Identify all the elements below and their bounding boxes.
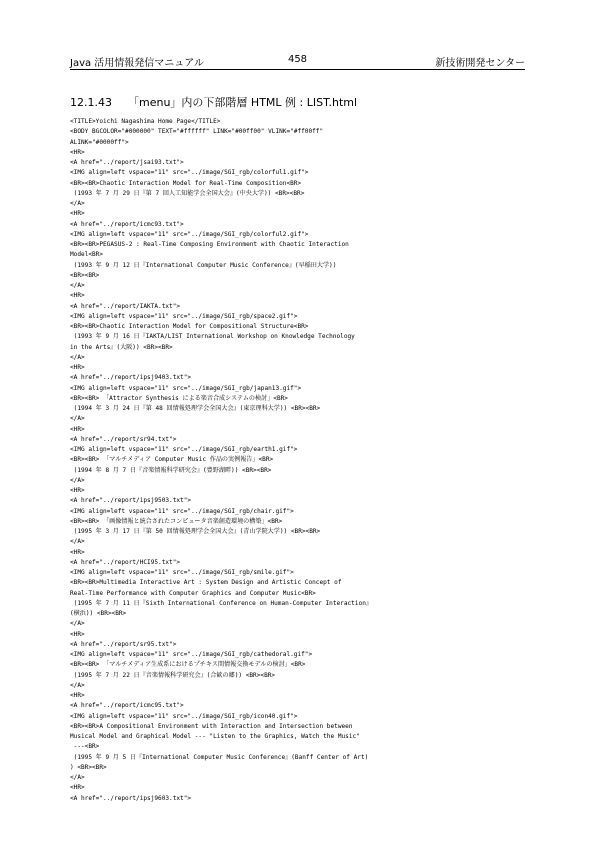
code-line: (1993 年 9 月 16 日『IAKTA/LIST International Workshop on Knowledge Technology	[70, 333, 355, 341]
code-line: (1994 年 8 月 7 日『音楽情報科学研究会』(豊野湖畔)) <BR><BR>	[70, 466, 272, 474]
code-line: <HR>	[70, 148, 85, 156]
section-title: 「menu」内の下部階層 HTML 例 : LIST.html	[128, 96, 358, 109]
code-line: <IMG align=left vspace="11" src="../image/SGI_rgb/colorful2.gif">	[70, 230, 309, 238]
code-line: (1995 年 7 月 11 日『Sixth International Conference on Human-Computer Interaction』	[70, 599, 372, 607]
code-line: <A href="../report/icmc95.txt">	[70, 702, 184, 710]
code-line: <BR><BR> 「Attractor Synthesis による楽音合成システムの検討」<BR>	[70, 394, 288, 402]
code-line: (1993 年 7 月 29 日『第 7 回人工知能学会全国大会』(中央大学)) <BR><BR>	[70, 189, 305, 197]
code-line: </A>	[70, 476, 85, 484]
code-line: </A>	[70, 538, 85, 546]
code-listing	[70, 117, 540, 804]
code-line: ALINK="#0000ff">	[70, 138, 129, 146]
header-rule	[70, 69, 525, 70]
code-line: </A>	[70, 415, 85, 423]
section-heading	[70, 94, 357, 110]
code-line: </A>	[70, 282, 85, 289]
code-line: (1993 年 9 月 12 日『International Computer Music Conference』(早稲田大学))	[70, 261, 337, 269]
code-line: <BODY BGCOLOR="#000000" TEXT="#ffffff" LINK="#00ff00" VLINK="#ff00ff"	[70, 128, 324, 136]
code-line: <BR><BR> 「画像情報と統合されたコンピュータ音楽創造環境の構築」<BR>	[70, 517, 283, 525]
code-line: in the Arts』(大阪)) <BR><BR>	[70, 343, 173, 351]
code-line: <BR><BR>Chaotic Interaction Model for Real-Time Composition<BR>	[70, 179, 302, 187]
code-line: ---<BR>	[70, 743, 100, 751]
page-header	[70, 54, 525, 68]
code-line: <TITLE>Yoichi Nagashima Home Page</TITLE>	[70, 118, 221, 125]
code-line: <A href="../report/IAKTA.txt">	[70, 302, 181, 310]
code-line: (1994 年 3 月 24 日『第 48 回情報処理学会全国大会』(東京理科大学)) <BR><BR>	[70, 405, 321, 412]
code-line: <A href="../report/ipsj9403.txt">	[70, 374, 192, 382]
code-line: <A href="../report/jsai93.txt">	[70, 159, 184, 166]
code-line: <HR>	[70, 548, 85, 556]
code-line: <IMG align=left vspace="11" src="../image/SGI_rgb/icon40.gif">	[70, 712, 298, 720]
section-number: 12.1.43	[70, 96, 112, 109]
code-line: <A href="../report/sr95.txt">	[70, 640, 177, 648]
code-line: <IMG align=left vspace="11" src="../image/SGI_rgb/smile.gif">	[70, 569, 294, 576]
code-line: Musical Model and Graphical Model --- "Listen to the Graphics, Watch the Music"	[70, 733, 360, 740]
header-page-number: 458	[287, 54, 308, 65]
code-line: </A>	[70, 774, 85, 781]
code-line: <BR><BR>Multimedia Interactive Art : System Design and Artistic Concept of	[70, 579, 342, 587]
code-line: (1995 年 3 月 17 日『第 50 回情報処理学会全国大会』(青山学院大学)) <BR><BR>	[70, 528, 321, 535]
code-line: <IMG align=left vspace="11" src="../image/SGI_rgb/chair.gif">	[70, 507, 294, 515]
code-line: <BR><BR> 「マルチメディア Computer Music 作品の実例報告」<BR>	[70, 456, 274, 464]
code-line: <HR>	[70, 692, 85, 699]
code-line: </A>	[70, 200, 85, 207]
code-line: (1995 年 7 月 22 日『音楽情報科学研究会』(合歓の郷)) <BR><BR>	[70, 671, 276, 679]
code-line: <IMG align=left vspace="11" src="../image/SGI_rgb/japan13.gif">	[70, 384, 302, 392]
code-line: <HR>	[70, 630, 85, 638]
code-line: <HR>	[70, 425, 85, 433]
code-line: (横浜)) <BR><BR>	[70, 610, 127, 617]
code-line: Real-Time Performance with Computer Graphics and Computer Music<BR>	[70, 589, 316, 597]
code-line: <A href="../report/HCI95.txt">	[70, 558, 181, 566]
code-line: <A href="../report/ipsj9503.txt">	[70, 497, 192, 505]
code-line: <HR>	[70, 784, 85, 792]
code-line: <BR><BR>PEGASUS-2 : Real-Time Composing Environment with Chaotic Interaction	[70, 241, 349, 248]
code-line: <HR>	[70, 487, 85, 494]
header-organization: 新技術開発センター	[435, 58, 525, 69]
code-line: <IMG align=left vspace="11" src="../image/SGI_rgb/cathedoral.gif">	[70, 651, 313, 658]
code-line: <HR>	[70, 364, 85, 371]
header-manual-title: Java 活用情報発信マニュアル	[70, 58, 204, 69]
code-line: <A href="../report/ipsj9603.txt">	[70, 794, 192, 802]
code-line: <IMG align=left vspace="11" src="../image/SGI_rgb/earth1.gif">	[70, 446, 298, 453]
code-line: <IMG align=left vspace="11" src="../image/SGI_rgb/colorful1.gif">	[70, 169, 309, 177]
code-line: (1995 年 9 月 5 日『International Computer Music Conference』(Banff Center of Art)	[70, 753, 369, 761]
code-line: <A href="../report/icmc93.txt">	[70, 220, 184, 228]
code-line: <HR>	[70, 292, 85, 300]
code-line: ) <BR><BR>	[70, 763, 107, 771]
code-line: <HR>	[70, 210, 85, 218]
code-line: <BR><BR>Chaotic Interaction Model for Compositional Structure<BR>	[70, 323, 309, 330]
code-line: <BR><BR>	[70, 271, 100, 279]
code-line: <BR><BR> 「マルチメディア生成系におけるプチキス間情報交換モデルの検討」<BR>	[70, 661, 306, 669]
code-line: <BR><BR>A Compositional Environment with Interaction and Intersection between	[70, 722, 353, 730]
code-line: Model<BR>	[70, 251, 104, 259]
code-line: </A>	[70, 681, 85, 689]
code-line: </A>	[70, 353, 85, 361]
code-line: <IMG align=left vspace="11" src="../image/SGI_rgb/space2.gif">	[70, 312, 298, 320]
code-line: </A>	[70, 620, 85, 628]
code-line: <A href="../report/sr94.txt">	[70, 435, 177, 443]
